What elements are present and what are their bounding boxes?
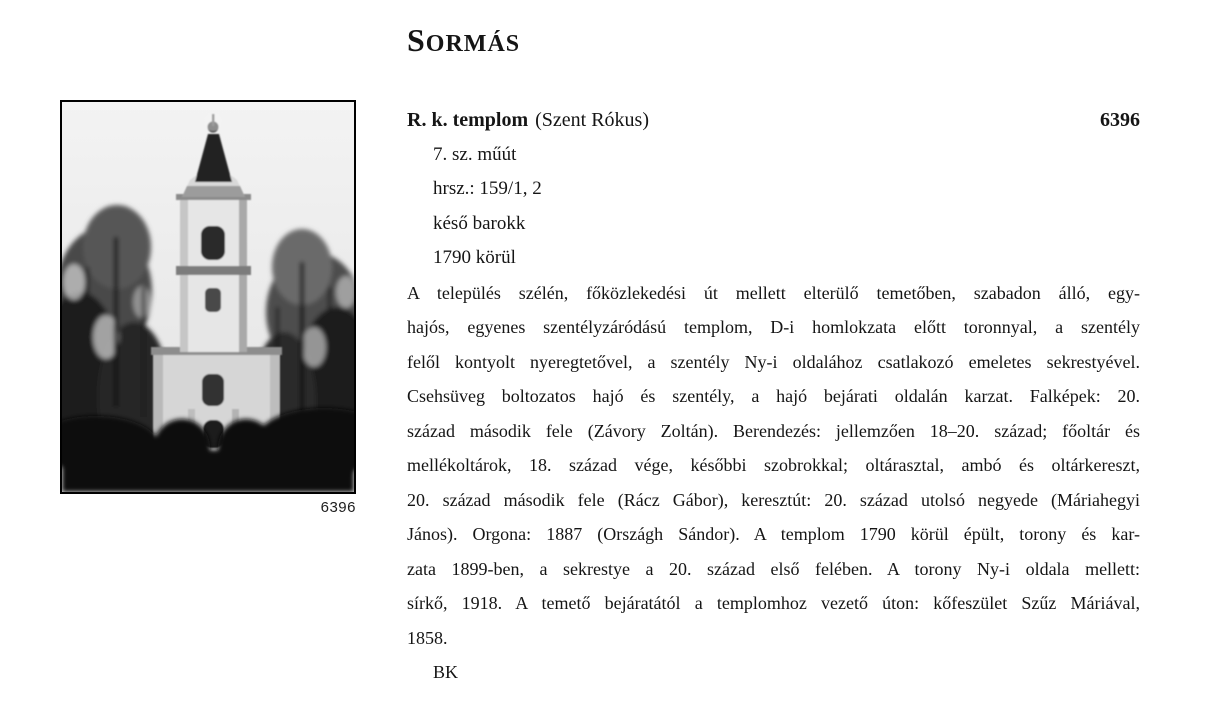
entry-header (407, 103, 1140, 138)
body-line: század második fele (Závory Zoltán). Berendezés: jellemzően 18–20. század; főoltár és (407, 420, 1141, 441)
entry-body (407, 276, 1140, 690)
detail-address: 7. sz. műút (433, 143, 517, 165)
entry-dedication: (Szent Rókus) (535, 109, 649, 131)
body-line: felől kontyolt nyeregtetővel, a szentély Ny-i oldalához csatlakozó emeletes sekrestyével. (407, 351, 1141, 372)
entry-title (407, 103, 649, 138)
body-line: 20. század második fele (Rácz Gábor), keresztút: 20. század utolsó negyede (Máriahegyi (407, 489, 1141, 510)
body-last-line: 1858. (407, 627, 448, 648)
entry-number: 6396 (1100, 109, 1140, 131)
page-title: SORMÁS (407, 22, 521, 58)
photo-caption: 6396 (320, 499, 356, 516)
entry-column (407, 22, 1140, 690)
detail-date: 1790 körül (433, 247, 516, 268)
body-line: János). Orgona: 1887 (Országh Sándor). A templom 1790 körül épült, torony és kar- (407, 524, 1140, 544)
church-photo (60, 100, 356, 494)
detail-style: késő barokk (433, 212, 526, 234)
body-line: mellékoltárok, 18. század vége, későbbi szobrokkal; oltárasztal, ambó és oltárkereszt, (407, 455, 1140, 475)
detail-parcel: hrsz.: 159/1, 2 (433, 178, 542, 199)
body-line: zata 1899-ben, a sekrestye a 20. század első felében. A torony Ny-i oldala mellett: (407, 558, 1141, 579)
body-line: sírkő, 1918. A temető bejáratától a templomhoz vezető úton: kőfeszület Szűz Máriával, (407, 593, 1140, 613)
photo-block (60, 100, 356, 516)
body-line: hajós, egyenes szentélyzáródású templom, D-i homlokzata előtt toronnyal, a szentély (407, 317, 1140, 337)
body-line: Csehsüveg boltozatos hajó és szentély, a hajó bejárati oldalán karzat. Falképek: 20. (407, 386, 1141, 406)
author-signature: BK (433, 662, 459, 682)
entry-name: R. k. templom (407, 109, 529, 131)
body-line: A település szélén, főközlekedési út mellett elterülő temetőben, szabadon álló, egy- (407, 282, 1140, 303)
